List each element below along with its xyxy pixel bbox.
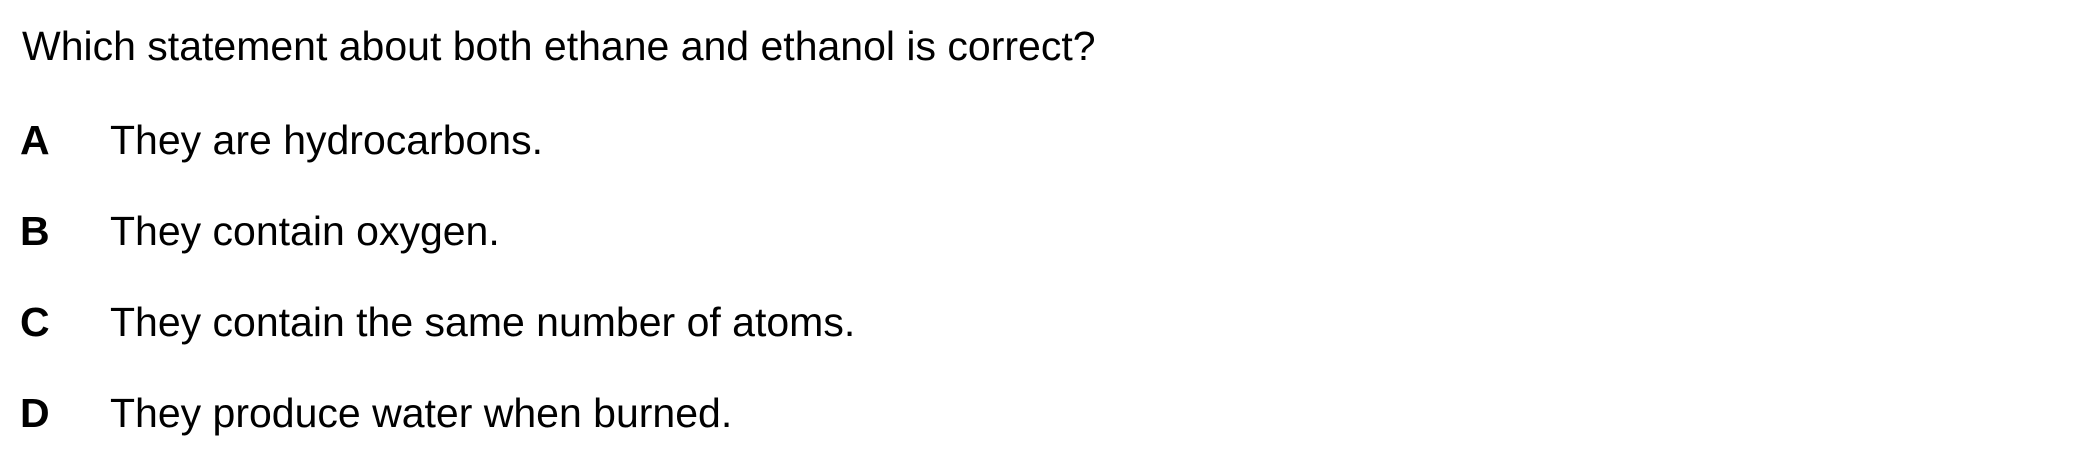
option-a[interactable] — [0, 112, 855, 203]
option-c[interactable] — [0, 294, 855, 385]
option-text: They contain the same number of atoms. — [110, 299, 856, 345]
option-text: They produce water when burned. — [110, 390, 733, 436]
option-letter: D — [20, 390, 50, 436]
question-text: Which statement about both ethane and ethanol is correct? — [22, 23, 1096, 69]
option-letter: C — [20, 299, 50, 345]
answer-options — [0, 112, 855, 476]
option-letter: B — [20, 208, 50, 254]
option-b[interactable] — [0, 203, 855, 294]
option-letter: A — [20, 117, 50, 163]
option-d[interactable] — [0, 385, 855, 476]
option-text: They contain oxygen. — [110, 208, 500, 254]
option-text: They are hydrocarbons. — [110, 117, 544, 163]
